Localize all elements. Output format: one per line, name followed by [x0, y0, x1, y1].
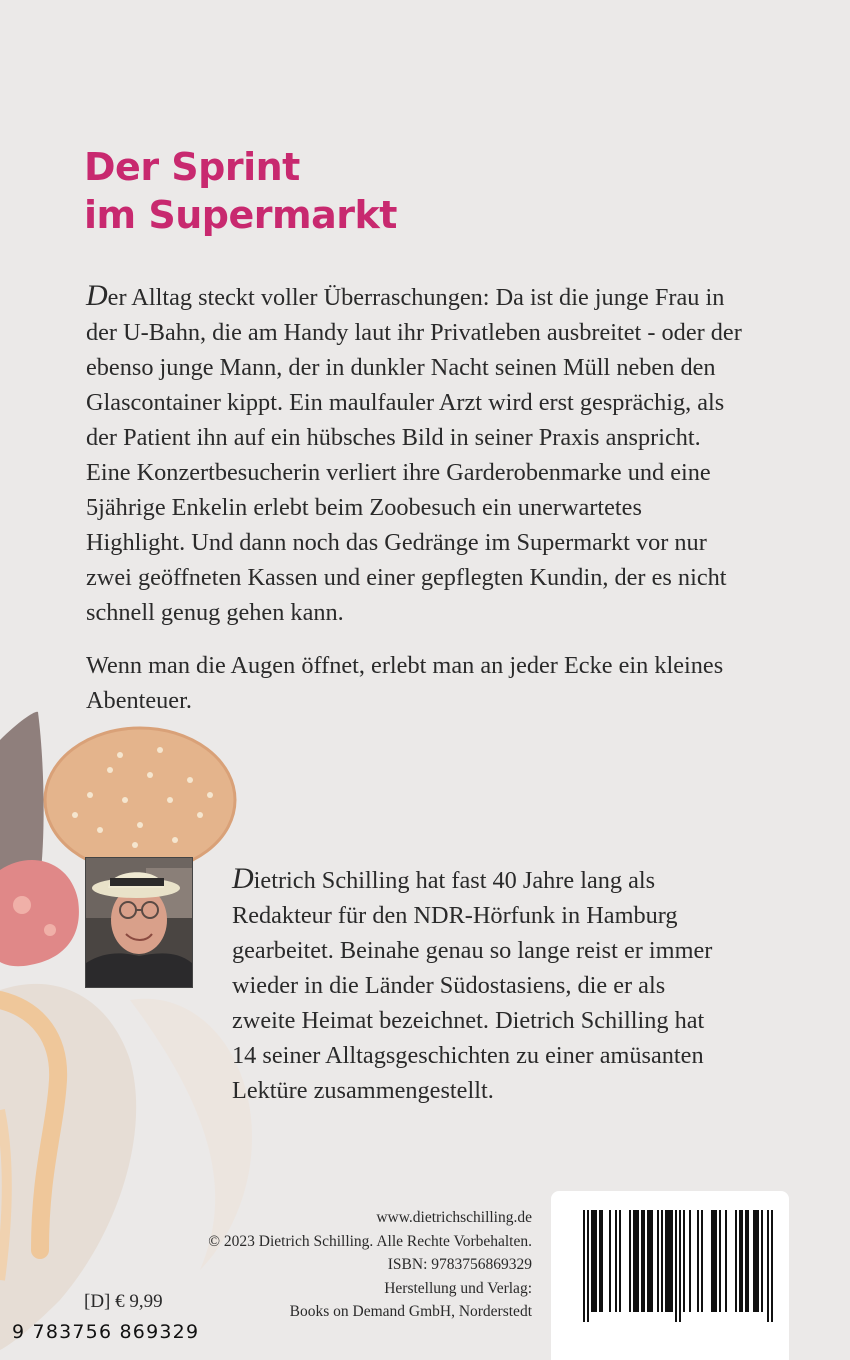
- barcode-bar: [583, 1210, 585, 1322]
- barcode-bar: [599, 1210, 601, 1312]
- book-title-line-1: Der Sprint: [84, 145, 300, 189]
- barcode-bar: [771, 1210, 773, 1322]
- barcode-bar: [587, 1210, 589, 1322]
- barcode-bar: [593, 1210, 595, 1312]
- barcode-bar: [671, 1210, 673, 1312]
- barcode-bar: [719, 1210, 721, 1312]
- barcode-bar: [601, 1210, 603, 1312]
- barcode-bar: [667, 1210, 669, 1312]
- barcode-bar: [675, 1210, 677, 1322]
- barcode-bar: [711, 1210, 713, 1312]
- barcode-bar: [665, 1210, 667, 1312]
- barcode-bar: [713, 1210, 715, 1312]
- barcode-bar: [753, 1210, 755, 1312]
- author-website: www.dietrichschilling.de: [376, 1209, 532, 1226]
- barcode-bar: [697, 1210, 699, 1312]
- isbn-label: ISBN: 9783756869329: [387, 1256, 532, 1273]
- barcode-icon: [563, 1210, 778, 1322]
- barcode-bar: [689, 1210, 691, 1312]
- barcode-bar: [635, 1210, 637, 1312]
- author-photo: [85, 857, 193, 988]
- publisher-name: Books on Demand GmbH, Norderstedt: [289, 1303, 532, 1320]
- barcode-bar: [757, 1210, 759, 1312]
- barcode-bar: [641, 1210, 643, 1312]
- blurb-paragraph-1-text: er Alltag steckt voller Überraschungen: Da ist die junge Frau in der U-Bahn, die am Handy laut ihr Privatleben ausbreitet - oder der ebenso junge Mann, der in dunkler Nacht seinen Müll neben den Glascontainer kippt. Ein maulfauler Arzt wird erst gesprächig, als der Patient ihn auf ein hübsches Bild in seiner Praxis anspricht. Eine Konzertbesucherin verliert ihre Garderobenmarke und eine 5jährige Enkelin erlebt beim Zoobesuch ein unerwartetes Highlight. Und dann noch das Gedränge im Supermarkt vor nur zwei geöffneten Kassen und einer gepflegten Kundin, der es nicht schnell genug gehen kann.: [86, 284, 742, 626]
- barcode-bar: [637, 1210, 639, 1312]
- book-title: [84, 143, 397, 239]
- barcode-bar: [591, 1210, 593, 1312]
- barcode-bar: [701, 1210, 703, 1312]
- book-blurb: [86, 278, 746, 718]
- barcode-bar: [679, 1210, 681, 1322]
- imprint: [112, 1206, 532, 1324]
- barcode-bar: [647, 1210, 649, 1312]
- barcode-bar: [683, 1210, 685, 1312]
- barcode-bar: [619, 1210, 621, 1312]
- barcode-panel: [551, 1191, 789, 1360]
- author-bio-initial: D: [232, 862, 254, 895]
- barcode-bar: [633, 1210, 635, 1312]
- barcode-bar: [747, 1210, 749, 1312]
- blurb-paragraph-2: Wenn man die Augen öffnet, erlebt man an jeder Ecke ein kleines Abenteuer.: [86, 652, 724, 714]
- blurb-paragraph-1: [86, 278, 746, 630]
- barcode-bar: [735, 1210, 737, 1312]
- barcode-bar: [741, 1210, 743, 1312]
- author-bio: [232, 861, 722, 1108]
- price-tag: [D] € 9,99: [84, 1291, 163, 1312]
- author-bio-text: ietrich Schilling hat fast 40 Jahre lang als Redakteur für den NDR-Hörfunk in Hamburg gearbeitet. Beinahe genau so lange reist er immer wieder in die Länder Südostasiens, die er als zweite Heimat bezeichnet. Dietrich Schilling hat 14 seiner Alltagsgeschichten zu einer amüsanten Lektüre zusammengestellt.: [232, 867, 713, 1104]
- barcode-bar: [657, 1210, 659, 1312]
- barcode-bar: [715, 1210, 717, 1312]
- publisher-label: Herstellung und Verlag:: [384, 1279, 532, 1297]
- barcode-digits: 9 783756 869329: [12, 1321, 200, 1343]
- barcode-bar: [615, 1210, 617, 1312]
- barcode-bar: [595, 1210, 597, 1312]
- barcode-bar: [725, 1210, 727, 1312]
- barcode-bar: [669, 1210, 671, 1312]
- barcode-bar: [755, 1210, 757, 1312]
- barcode-bar: [609, 1210, 611, 1312]
- barcode-bar: [767, 1210, 769, 1322]
- barcode-bar: [761, 1210, 763, 1312]
- barcode-bar: [651, 1210, 653, 1312]
- barcode-bar: [661, 1210, 663, 1312]
- barcode-bar: [629, 1210, 631, 1312]
- barcode-bar: [649, 1210, 651, 1312]
- barcode-bar: [739, 1210, 741, 1312]
- book-title-line-2: im Supermarkt: [84, 193, 397, 237]
- blurb-initial: D: [86, 279, 108, 312]
- barcode-bar: [745, 1210, 747, 1312]
- barcode-bar: [643, 1210, 645, 1312]
- copyright-notice: © 2023 Dietrich Schilling. Alle Rechte Vorbehalten.: [208, 1232, 532, 1250]
